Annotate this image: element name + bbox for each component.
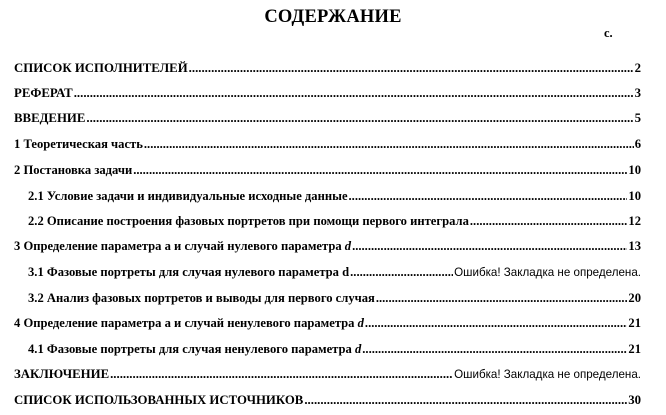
toc-entry-label: [14, 313, 364, 333]
toc-entry-page: 5: [634, 111, 641, 125]
toc-entry-label-text: 4.1 Фазовые портреты для случая ненулевого параметра: [28, 342, 355, 356]
toc-entry[interactable]: [14, 160, 641, 180]
parameter-symbol: d: [354, 342, 362, 356]
toc-entry[interactable]: [28, 288, 641, 308]
toc-leader-dots: [133, 160, 627, 180]
toc-entry-page: 12: [628, 214, 641, 228]
toc-entry-label-text: 3.1 Фазовые портреты для случая нулевого параметра: [28, 265, 343, 279]
toc-entry-label: 3.2 Анализ фазовых портретов и выводы для первого случая: [28, 291, 375, 305]
toc-entry-label-text: 4 Определение параметра a и случай ненулевого параметра: [14, 316, 358, 330]
toc-entry[interactable]: [14, 236, 641, 256]
toc-bookmark-error: Ошибка! Закладка не определена.: [454, 266, 641, 279]
toc-entry[interactable]: [14, 83, 641, 103]
toc-leader-dots: [350, 262, 453, 282]
parameter-symbol: d: [342, 265, 350, 279]
toc-entry-label: СПИСОК ИСПОЛЬЗОВАННЫХ ИСТОЧНИКОВ: [14, 393, 304, 407]
toc-entry-label-text: 3 Определение параметра a и случай нулевого параметра: [14, 239, 345, 253]
toc-entry[interactable]: [14, 313, 641, 333]
toc-entry-label: [28, 339, 361, 359]
toc-entry-page: 20: [628, 291, 641, 305]
parameter-symbol: d: [357, 316, 364, 330]
toc-bookmark-error: Ошибка! Закладка не определена.: [454, 368, 641, 381]
toc-leader-dots: [470, 211, 628, 231]
toc-leader-dots: [110, 364, 453, 384]
toc-leader-dots: [349, 186, 628, 206]
toc-entry-label: СПИСОК ИСПОЛНИТЕЛЕЙ: [14, 61, 188, 75]
toc-leader-dots: [86, 108, 633, 128]
toc-entry-page: 21: [628, 316, 641, 330]
toc-entry[interactable]: [28, 339, 641, 359]
toc-entry[interactable]: [14, 58, 641, 78]
toc-entry-label: [28, 262, 349, 282]
toc-entry-label: РЕФЕРАТ: [14, 86, 73, 100]
toc-entry[interactable]: [28, 262, 641, 282]
toc-entry[interactable]: [28, 186, 641, 206]
toc-entry-page: 6: [634, 137, 641, 151]
toc-leader-dots: [304, 390, 627, 410]
toc-entry-label: 2.1 Условие задачи и индивидуальные исходные данные: [28, 189, 348, 203]
toc-entry-page: 21: [628, 342, 641, 356]
toc-entry-label: [14, 236, 351, 256]
toc-entry-label: 2 Постановка задачи: [14, 163, 133, 177]
toc-entry[interactable]: [14, 134, 641, 154]
toc-entry-label: 2.2 Описание построения фазовых портретов при помощи первого интеграла: [28, 214, 469, 228]
toc-entry[interactable]: [28, 211, 641, 231]
toc-entry-page: 10: [628, 189, 641, 203]
toc-entry-page: 10: [628, 163, 641, 177]
toc-leader-dots: [362, 339, 627, 359]
toc-entry[interactable]: [14, 108, 641, 128]
toc-entry[interactable]: [14, 364, 641, 384]
toc-entry-page: 13: [628, 239, 641, 253]
toc-entry[interactable]: [14, 390, 641, 410]
parameter-symbol: d: [344, 239, 352, 253]
toc-leader-dots: [352, 236, 627, 256]
toc-entry-label: ВВЕДЕНИЕ: [14, 111, 86, 125]
page-title: СОДЕРЖАНИЕ: [264, 7, 402, 27]
toc-leader-dots: [74, 83, 634, 103]
toc-entry-page: 2: [634, 61, 641, 75]
toc-entry-page: 3: [634, 86, 641, 100]
toc-entry-page: 30: [628, 393, 641, 407]
toc-entry-label: ЗАКЛЮЧЕНИЕ: [14, 367, 110, 381]
toc-leader-dots: [144, 134, 634, 154]
page-column-header: с.: [604, 26, 613, 40]
toc-leader-dots: [189, 58, 634, 78]
toc-leader-dots: [365, 313, 627, 333]
toc-leader-dots: [376, 288, 628, 308]
toc-entry-label: 1 Теоретическая часть: [14, 137, 143, 151]
